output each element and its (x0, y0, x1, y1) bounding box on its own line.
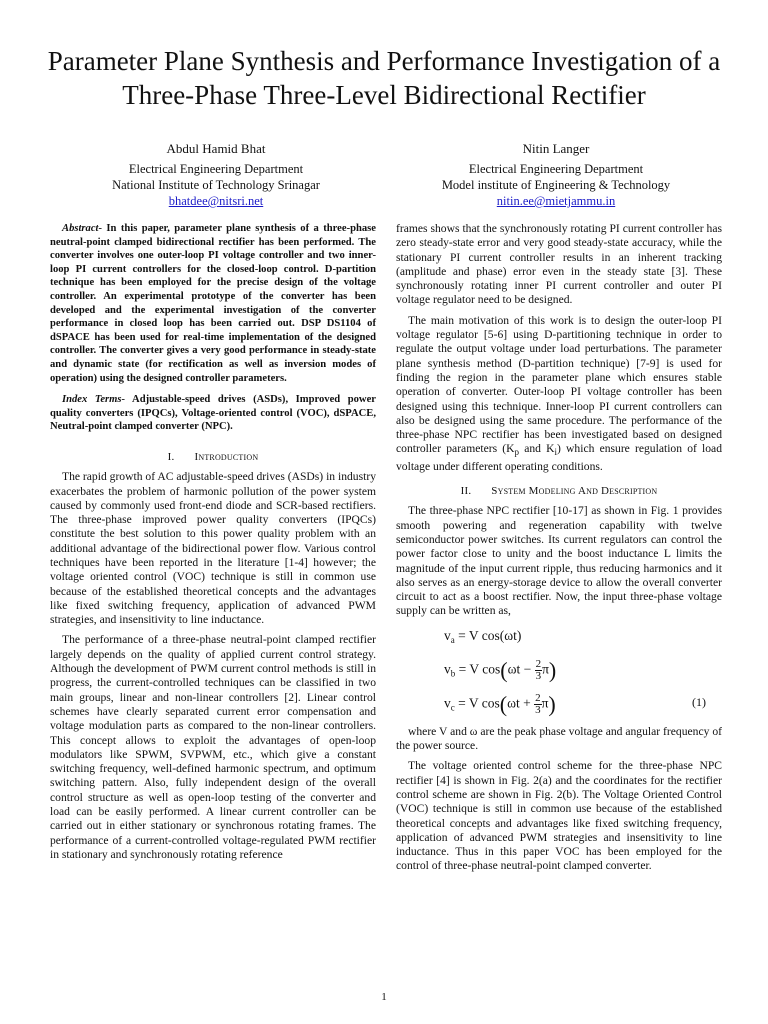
equation-vc (396, 689, 722, 721)
fraction-denominator: 3 (535, 669, 542, 682)
abstract-text: In this paper, parameter plane synthesis of a three-phase neutral-point clamped bidirectional rectifier has been performed. The converter involves one outer-loop PI voltage controller and two inner-loop PI current controllers for the closed-loop control. D-partition technique has been employed for the precise design of the voltage controller. An experimental prototype of the converter has been developed and the experimental investigation of the converter performance in closed loop has been carried out. DSP DS1104 of dSPACE has been used for real-time implementation of the designed controller. The converter gives a very good performance in steady-state and dynamic state (for rectification as well as inversion modes of operation) using the designed controller parameters. (50, 223, 376, 384)
eq-rhs: = V cos(ωt) (454, 627, 522, 643)
eq-argument: ωt + (507, 695, 535, 711)
author-dept: Electrical Engineering Department (468, 162, 644, 176)
left-column (50, 222, 376, 868)
author-block-1 (56, 141, 376, 209)
author-block-2 (396, 141, 716, 209)
fraction (534, 693, 542, 716)
kp-subscript: p (514, 447, 520, 458)
author-email-link[interactable]: bhatdee@nitsri.net (168, 194, 264, 208)
fraction-denominator: 3 (535, 703, 541, 716)
left-paren: ( (499, 691, 508, 717)
eq-subscript: b (450, 668, 456, 679)
page-number: 1 (381, 991, 387, 1003)
section-title: System Modeling And Description (491, 485, 658, 498)
abstract-lead: Abstract- (62, 223, 103, 234)
author-institute: Model institute of Engineering & Technology (441, 178, 671, 192)
equation-va (396, 625, 722, 651)
ki-subscript: i (554, 447, 558, 458)
section-title: Introduction (194, 450, 259, 463)
index-terms-lead: Index Terms- (62, 394, 126, 406)
index-terms (50, 393, 376, 434)
eq-lhs: v (444, 627, 451, 643)
eq-lhs: v (444, 695, 451, 711)
eq-subscript: c (450, 702, 455, 713)
section-heading-introduction (50, 450, 376, 464)
author-dept: Electrical Engineering Department (128, 162, 304, 176)
right-paren: ) (548, 691, 556, 717)
motivation-paragraph (396, 314, 722, 474)
motivation-text: The main motivation of this work is to design the outer-loop PI voltage regulator [5-6] using D-partitioning technique in order to regulate the output voltage under load perturbations. The parameter plane synthesis method (D-partition technique) [7-9] is used for finding the region in the parameter plane which ensures stable operation of converter. Outer-loop PI voltage controller has been designed using this technique. Inner-loop PI current controllers can also be designed using the same procedure. The performance of the three-phase NPC rectifier has been investigated based on designed controller parameters (K (396, 313, 722, 456)
voc-paragraph: The voltage oriented control scheme for the three-phase NPC rectifier [4] is shown in Fig. 2(a) and the coordinates for the rectifier control scheme are shown in Fig. 2(b). The Voltage Oriented Control (VOC) technique is still in common use because of the established theoretical concepts and advantages like fixed switching frequency, application of advanced PWM strategies and insensitivity to line inductance. Thus in this paper VOC has been employed for the control of three-phase neutral-point clamped converter. (396, 759, 722, 873)
eq-argument: ωt − (507, 661, 535, 677)
eq-rhs: = V cos (454, 695, 500, 711)
motivation-text-mid: and K (519, 442, 555, 456)
author-institute: National Institute of Technology Srinagar (112, 178, 320, 192)
eq-rhs: = V cos (455, 661, 501, 677)
where-paragraph: where V and ω are the peak phase voltage and angular frequency of the power source. (396, 724, 722, 753)
system-paragraph-1: The three-phase NPC rectifier [10-17] as shown in Fig. 1 provides smooth powering and regeneration capability with twelve semiconductor power switches. Its current regulators can control the power factor close to unity and the boost inductance L limits the magnitude of the input current ripple, thus reducing harmonics and it also serves as an energy-storage device to allow the overall converter circuit to act as a boost rectifier. Now, the input three-phase voltage supply can be written as, (396, 504, 722, 618)
right-paren: ) (548, 657, 557, 683)
intro-paragraph-1: The rapid growth of AC adjustable-speed drives (ASDs) in industry exacerbates the problem of harmonic pollution of the power system caused by commonly used front-end diode and SCR-based rectifiers. The three-phase improved power quality converters (IPQCs) constitute the best solution to this power quality problem with an additional advantage of the bidirectional power flow. Various control techniques have been reported in the literature [1-4] however; the voltage oriented control (VOC) technique is still in common use because of the established theoretical concepts and the advantages like fixed switching frequency, application of advanced PWM strategies, and insensitivity to line inductance. (50, 470, 376, 627)
section-number: II. (460, 485, 472, 498)
equation-number: (1) (692, 694, 706, 709)
eq-subscript: a (450, 634, 455, 645)
fraction-numerator: 2 (535, 657, 542, 670)
fraction-numerator: 2 (535, 691, 541, 704)
section-number: I. (167, 450, 175, 463)
right-column (396, 222, 722, 880)
equation-vb (396, 655, 722, 685)
author-name: Abdul Hamid Bhat (166, 141, 266, 156)
intro-paragraph-2: The performance of a three-phase neutral-point clamped rectifier largely depends on the quality of applied current control strategy. Although the development of PWM current control methods is still in progress, the current-controlled techniques can be classified in two main groups, linear and non-linear controllers [2]. Linear control schemes have clearly separated current error compensation and voltage modulation parts as compared to the non-linear controllers. This concept allows to exploit the advantages of open-loop modulators like SPWM, SVPWM, etc., which give a constant switching frequency, well-defined harmonic spectrum, and optimum switching pattern. Also, fully independent design of the overall control structure as well as open-loop testing of the converter and load can be easily performed. A linear current controller can be carried out in either stationary or synchronous rotating frames. The performance of a current-controlled voltage-regulated PWM rectifier in stationary and synchronously rotating reference (50, 633, 376, 861)
pi-symbol: π (542, 661, 549, 677)
pi-symbol: π (541, 695, 549, 711)
author-email-link[interactable]: nitin.ee@mietjammu.in (496, 194, 616, 208)
motivation-text-end: ) which ensure regulation of load voltage under different operating conditions. (396, 442, 722, 473)
index-terms-text: Adjustable-speed drives (ASDs), Improved power quality converters (IPQCs), Voltage-oriented control (VOC), dSPACE, Neutral-point clamped converter (NPC). (50, 394, 376, 433)
paper-title: Parameter Plane Synthesis and Performance Investigation of a Three-Phase Three-Level Bidirectional Rectifier (47, 46, 721, 110)
abstract (50, 222, 376, 385)
left-paren: ( (500, 657, 508, 683)
right-paragraph-1: frames shows that the synchronously rotating PI current controller has zero steady-state error and very good steady-state accuracy, while the stationary PI current controller results in an inherent tracking (amplitude and phase) error even in the steady state [3]. These synchronously rotating inner PI current controller and outer PI voltage regulator need to be designed. (396, 222, 722, 307)
eq-lhs: v (444, 661, 451, 677)
fraction (535, 659, 543, 682)
author-name: Nitin Langer (522, 141, 590, 156)
section-heading-system-modeling (396, 484, 722, 498)
